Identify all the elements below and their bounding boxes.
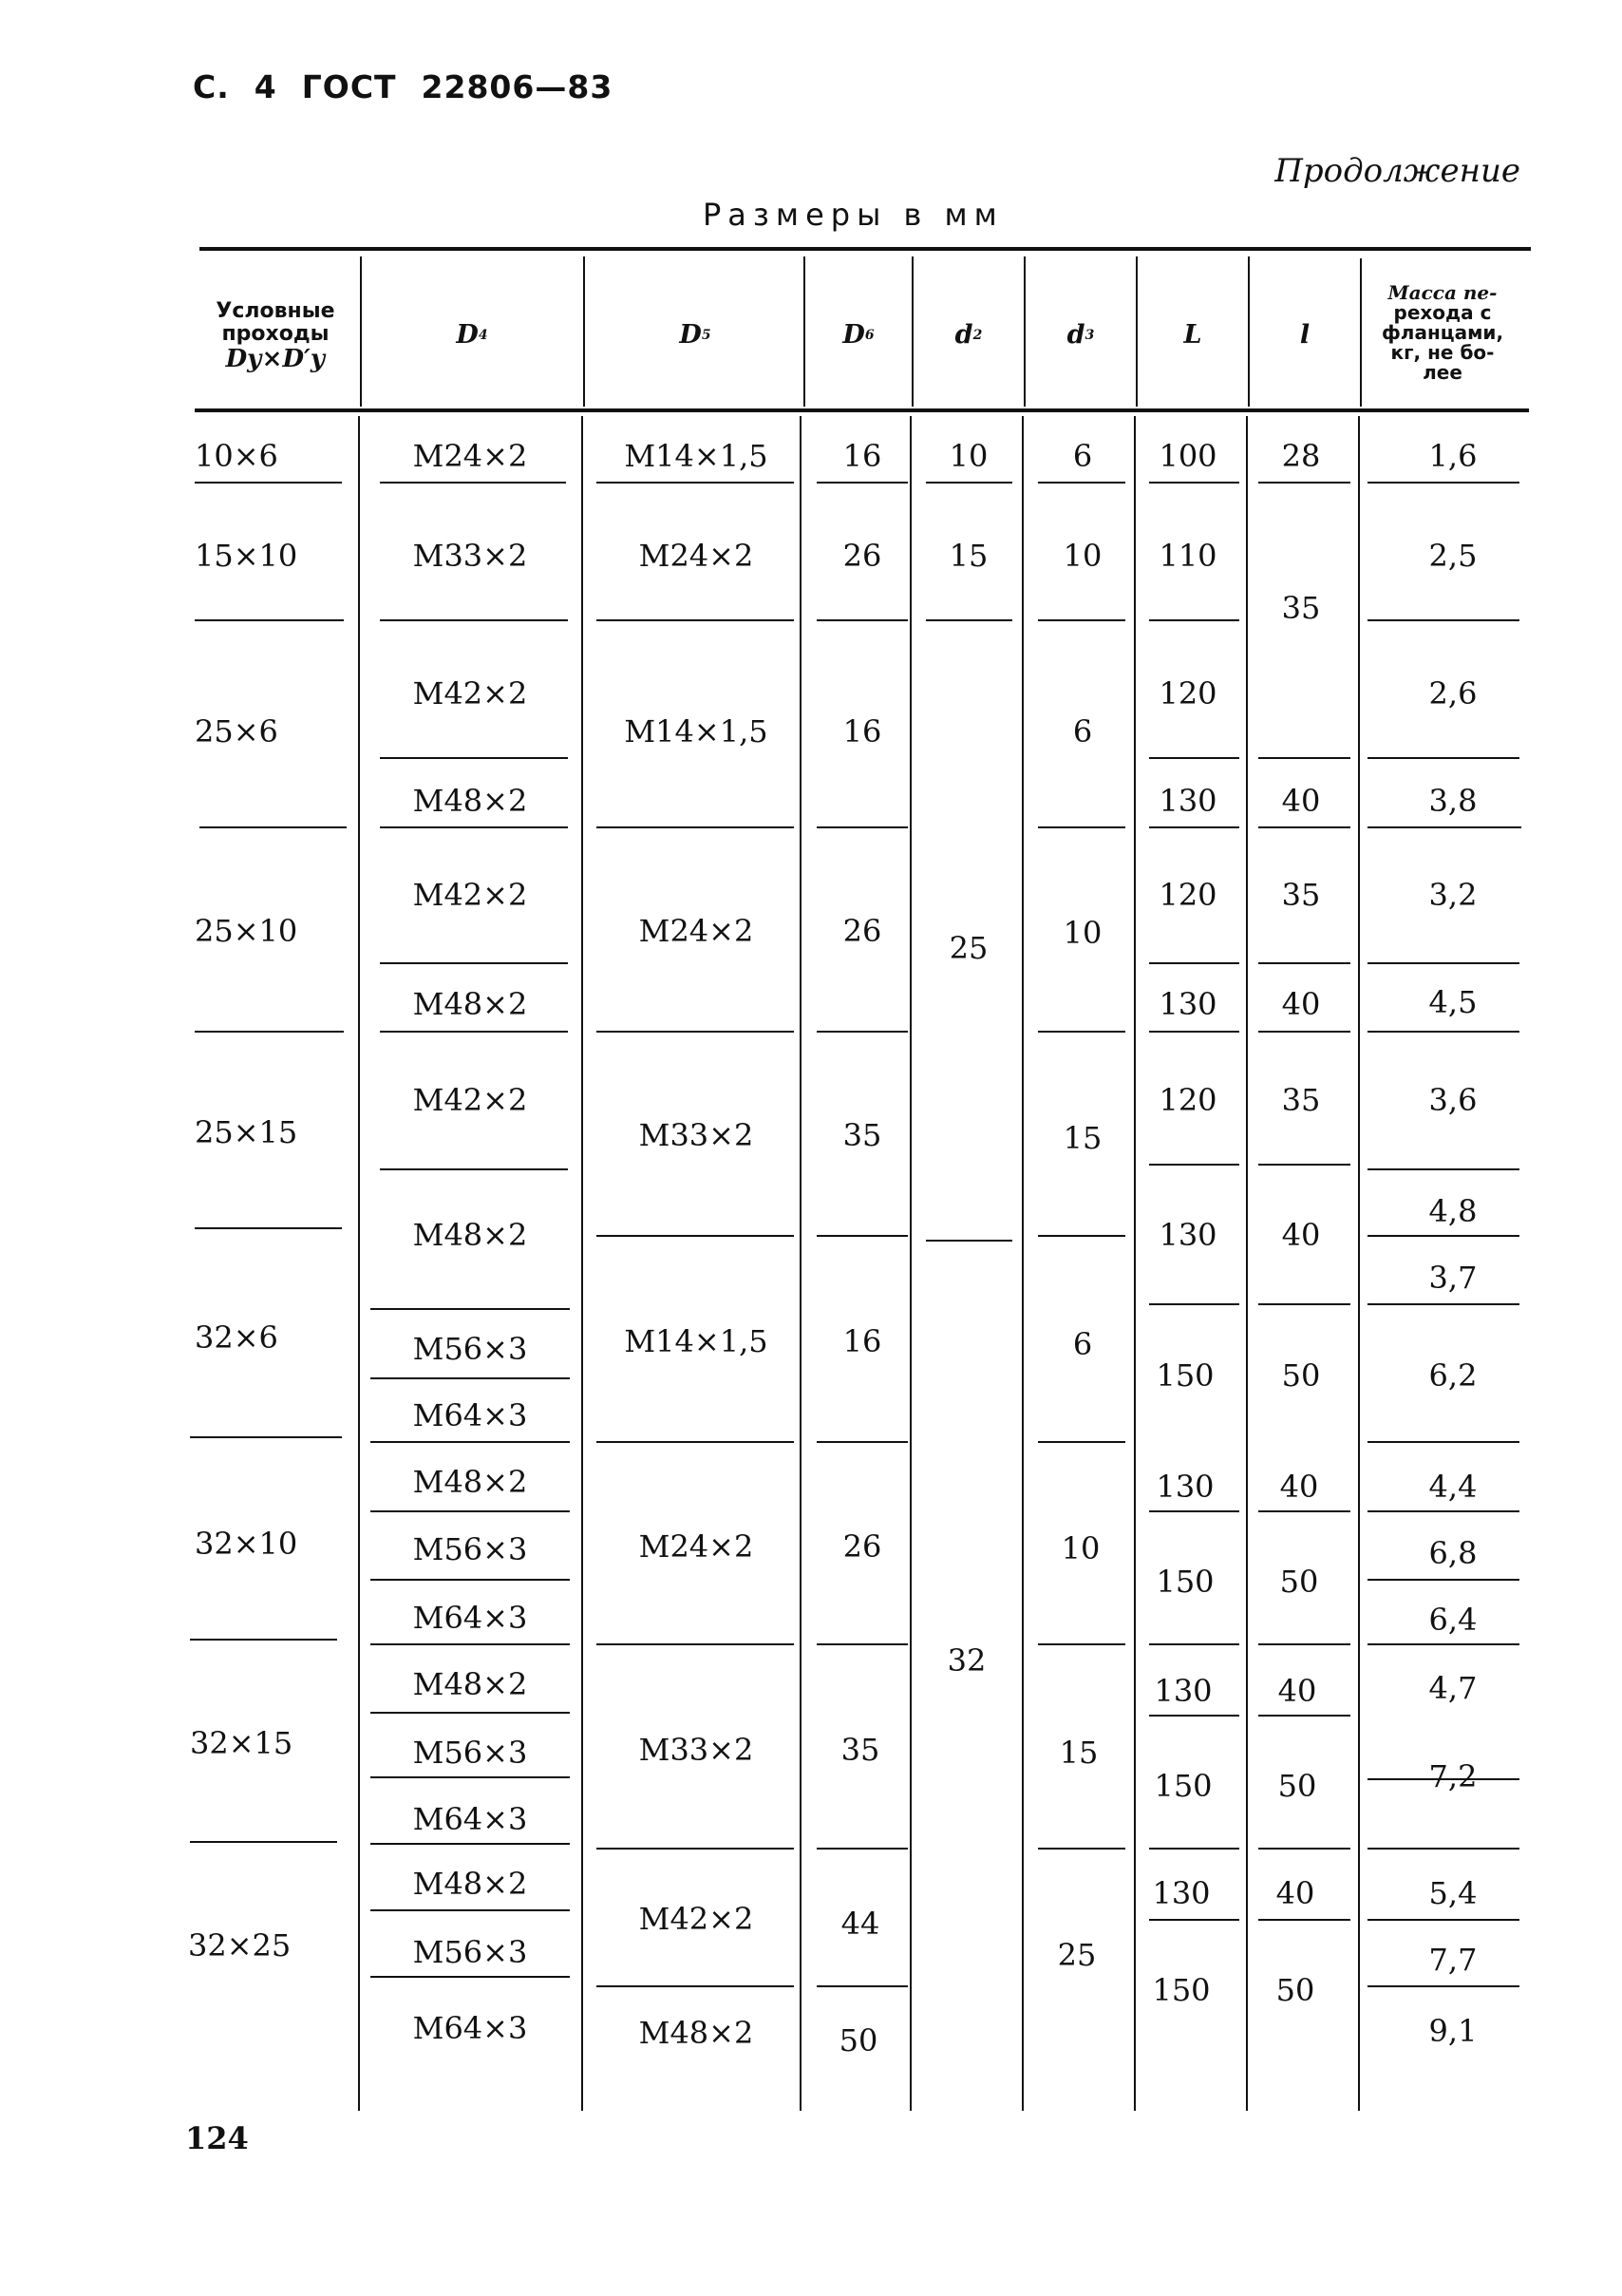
table-rule <box>1258 1164 1350 1166</box>
header-d3-sub: 3 <box>1084 327 1095 343</box>
table-cell-m-13: 4,7 <box>1428 1670 1478 1706</box>
table-rule <box>1149 482 1239 484</box>
table-rule <box>190 1436 342 1438</box>
table-cell-l-3: 35 <box>1281 877 1321 913</box>
table-cell-d4-12: M64×3 <box>412 1600 528 1636</box>
table-cell-c1-2: 25×6 <box>195 713 278 750</box>
table-rule <box>596 1441 794 1443</box>
table-rule <box>926 482 1012 484</box>
table-rule <box>817 826 908 828</box>
table-column-rule <box>1134 416 1136 2111</box>
header-d4-base: D <box>456 320 479 350</box>
table-rule <box>1149 757 1239 759</box>
table-rule <box>1367 619 1519 621</box>
table-rule <box>1038 619 1125 621</box>
standard-name: ГОСТ <box>301 68 397 105</box>
table-rule <box>926 619 1012 621</box>
table-column-rule <box>583 256 585 407</box>
table-rule <box>817 1235 908 1237</box>
table-rule <box>1258 826 1350 828</box>
table-cell-c1-0: 10×6 <box>195 438 278 474</box>
table-cell-d5-5: M14×1,5 <box>624 1323 768 1359</box>
page-no: 4 <box>254 68 277 105</box>
table-cell-d4-7: M48×2 <box>412 1217 528 1253</box>
table-cell-d5-6: M24×2 <box>638 1528 754 1565</box>
table-rule <box>1367 962 1519 964</box>
header-L <box>1138 271 1248 399</box>
table-column-rule <box>912 256 914 407</box>
table-rule <box>1367 1303 1519 1305</box>
header-line: проходы <box>221 321 330 346</box>
table-cell-d4-0: M24×2 <box>412 438 528 474</box>
table-cell-d3-0: 6 <box>1072 438 1093 474</box>
continuation-label: Продолжение <box>1274 152 1520 190</box>
table-cell-d5-2: M14×1,5 <box>624 713 768 750</box>
table-rule <box>195 408 1529 412</box>
table-cell-c1-3: 25×10 <box>195 913 298 949</box>
table-rule <box>1367 1441 1519 1443</box>
table-cell-d2-2: 25 <box>949 930 989 966</box>
table-rule <box>199 247 1531 251</box>
table-cell-d3-6: 10 <box>1061 1530 1101 1566</box>
table-rule <box>370 1643 570 1645</box>
header-d3-base: d <box>1066 320 1085 350</box>
table-cell-L-11: 130 <box>1154 1673 1213 1709</box>
table-cell-d4-8: M56×3 <box>412 1331 528 1367</box>
table-column-rule <box>1358 416 1360 2111</box>
header-L-text: L <box>1183 320 1202 350</box>
table-cell-d4-17: M56×3 <box>412 1934 528 1970</box>
table-rule <box>1149 826 1239 828</box>
table-rule <box>380 619 568 621</box>
table-column-rule <box>1360 258 1362 407</box>
header-d6-base: D <box>842 320 865 350</box>
table-cell-d6-5: 16 <box>842 1323 882 1359</box>
table-rule <box>1367 1985 1519 1987</box>
table-cell-d4-10: M48×2 <box>412 1464 528 1500</box>
table-rule <box>190 1841 337 1843</box>
header-d6-sub: 6 <box>864 327 875 343</box>
table-cell-L-5: 130 <box>1159 986 1217 1022</box>
header-line: кг, не бо- <box>1390 341 1495 364</box>
table-cell-m-6: 3,6 <box>1428 1082 1478 1118</box>
table-rule <box>596 482 794 484</box>
table-cell-L-1: 110 <box>1159 538 1217 574</box>
table-rule <box>1258 482 1350 484</box>
table-cell-l-11: 50 <box>1277 1768 1317 1804</box>
table-rule <box>1367 482 1519 484</box>
table-rule <box>195 1227 342 1229</box>
table-cell-m-14: 7,2 <box>1428 1758 1478 1794</box>
table-column-rule <box>581 416 583 2111</box>
table-rule <box>1258 1919 1350 1921</box>
table-cell-d6-7: 35 <box>840 1732 880 1768</box>
table-rule <box>1367 1579 1519 1581</box>
table-column-rule <box>910 416 912 2111</box>
table-cell-d6-0: 16 <box>842 438 882 474</box>
table-cell-m-2: 2,6 <box>1428 675 1478 712</box>
table-cell-d4-9: M64×3 <box>412 1397 528 1433</box>
table-rule <box>596 1235 794 1237</box>
table-rule <box>1149 1848 1239 1850</box>
table-cell-d4-11: M56×3 <box>412 1531 528 1567</box>
table-rule <box>195 619 344 621</box>
header-mass <box>1362 264 1523 402</box>
header-line: фланцами, <box>1381 321 1504 344</box>
table-rule <box>380 757 568 759</box>
table-cell-l-2: 40 <box>1281 783 1321 819</box>
table-cell-d4-2: M42×2 <box>412 675 528 712</box>
table-cell-c1-8: 32×25 <box>188 1927 292 1964</box>
header-l-text: l <box>1299 320 1311 350</box>
table-rule <box>370 1308 570 1310</box>
table-cell-l-0: 28 <box>1281 438 1321 474</box>
header-d3 <box>1026 271 1136 399</box>
header-d5 <box>587 271 803 399</box>
table-cell-d4-3: M48×2 <box>412 783 528 819</box>
table-rule <box>1258 1031 1350 1033</box>
table-cell-d6-8: 44 <box>840 1906 880 1942</box>
table-cell-d2-3: 32 <box>947 1642 987 1679</box>
table-cell-d6-3: 26 <box>842 913 882 949</box>
table-cell-c1-1: 15×10 <box>195 538 298 574</box>
table-cell-m-10: 4,4 <box>1428 1469 1478 1505</box>
table-rule <box>1038 1848 1125 1850</box>
table-cell-d6-1: 26 <box>842 538 882 574</box>
table-rule <box>1149 1164 1239 1166</box>
table-rule <box>1149 962 1239 964</box>
table-rule <box>1149 1715 1239 1717</box>
table-cell-L-14: 150 <box>1152 1972 1211 2008</box>
table-cell-l-7: 50 <box>1281 1357 1321 1394</box>
table-rule <box>195 1031 344 1033</box>
table-cell-l-10: 40 <box>1277 1673 1317 1709</box>
table-cell-d3-3: 10 <box>1063 915 1103 951</box>
table-rule <box>1258 1510 1350 1512</box>
table-cell-l-6: 40 <box>1281 1217 1321 1253</box>
table-rule <box>596 1031 794 1033</box>
table-rule <box>1149 1643 1239 1645</box>
table-cell-l-9: 50 <box>1279 1564 1319 1600</box>
table-column-rule <box>1024 256 1026 407</box>
table-rule <box>1367 1643 1519 1645</box>
table-rule <box>370 1377 570 1379</box>
table-rule <box>1258 1303 1350 1305</box>
table-rule <box>380 962 568 964</box>
header-l <box>1250 271 1360 399</box>
header-d4 <box>363 271 581 399</box>
table-column-rule <box>1022 416 1024 2111</box>
table-rule <box>1149 1510 1239 1512</box>
table-rule <box>1038 826 1125 828</box>
table-rule <box>370 1776 570 1778</box>
table-rule <box>1149 1303 1239 1305</box>
table-cell-l-8: 40 <box>1279 1469 1319 1505</box>
table-cell-m-3: 3,8 <box>1428 783 1478 819</box>
table-rule <box>1367 1168 1519 1170</box>
table-cell-d5-9: M48×2 <box>638 2015 754 2051</box>
header-line: лее <box>1423 361 1462 384</box>
table-rule <box>1258 1848 1350 1850</box>
table-cell-l-13: 50 <box>1275 1972 1315 2008</box>
table-cell-d3-4: 15 <box>1063 1120 1103 1156</box>
header-d2-sub: 2 <box>972 327 983 343</box>
table-cell-m-11: 6,8 <box>1428 1535 1478 1571</box>
table-cell-d6-2: 16 <box>842 713 882 750</box>
table-rule <box>370 1579 570 1581</box>
table-rule <box>1258 962 1350 964</box>
table-cell-d2-0: 10 <box>949 438 989 474</box>
table-cell-d3-7: 15 <box>1059 1735 1099 1771</box>
table-cell-m-0: 1,6 <box>1428 438 1478 474</box>
table-rule <box>817 482 908 484</box>
table-rule <box>1149 619 1239 621</box>
table-cell-d5-7: M33×2 <box>638 1732 754 1768</box>
table-rule <box>190 1639 337 1641</box>
table-cell-m-17: 9,1 <box>1428 2013 1478 2049</box>
page-number: 124 <box>185 2120 249 2156</box>
table-cell-d5-4: M33×2 <box>638 1117 754 1153</box>
units-caption: Размеры в мм <box>703 197 1004 233</box>
table-cell-L-8: 150 <box>1156 1357 1215 1394</box>
table-cell-d2-1: 15 <box>949 538 989 574</box>
table-rule <box>1149 1031 1239 1033</box>
table-cell-c1-4: 25×15 <box>195 1114 298 1150</box>
table-cell-L-3: 130 <box>1159 783 1217 819</box>
table-cell-L-4: 120 <box>1159 877 1217 913</box>
table-cell-l-12: 40 <box>1275 1875 1315 1911</box>
header-d6 <box>805 271 912 399</box>
table-rule <box>817 1441 908 1443</box>
table-column-rule <box>1248 256 1250 407</box>
table-rule <box>199 826 347 828</box>
header-line: рехода с <box>1393 301 1492 324</box>
table-cell-m-15: 5,4 <box>1428 1875 1478 1911</box>
table-cell-d3-2: 6 <box>1072 713 1093 750</box>
table-column-rule <box>358 416 360 2111</box>
table-rule <box>817 1643 908 1645</box>
table-column-rule <box>803 256 805 407</box>
table-rule <box>380 482 566 484</box>
table-cell-d6-4: 35 <box>842 1117 882 1153</box>
table-cell-d4-1: M33×2 <box>412 538 528 574</box>
table-column-rule <box>800 416 802 2111</box>
table-cell-c1-5: 32×6 <box>195 1319 278 1356</box>
table-rule <box>380 1031 568 1033</box>
table-rule <box>1149 1919 1239 1921</box>
table-rule <box>370 1712 570 1714</box>
table-rule <box>370 1909 570 1911</box>
table-cell-L-9: 130 <box>1156 1469 1215 1505</box>
table-cell-c1-7: 32×15 <box>190 1725 293 1761</box>
table-rule <box>1367 1919 1519 1921</box>
table-cell-L-13: 130 <box>1152 1875 1211 1911</box>
table-cell-m-7: 4,8 <box>1428 1193 1478 1229</box>
table-rule <box>380 1168 568 1170</box>
table-cell-d4-5: M48×2 <box>412 986 528 1022</box>
table-cell-m-16: 7,7 <box>1428 1942 1478 1978</box>
table-cell-d5-3: M24×2 <box>638 913 754 949</box>
table-cell-d4-16: M48×2 <box>412 1866 528 1902</box>
standard-number: 22806—83 <box>421 68 613 105</box>
table-cell-L-12: 150 <box>1154 1768 1213 1804</box>
table-rule <box>1367 826 1521 828</box>
table-cell-d4-4: M42×2 <box>412 877 528 913</box>
table-cell-L-2: 120 <box>1159 675 1217 712</box>
table-rule <box>1258 757 1350 759</box>
table-cell-d5-0: M14×1,5 <box>624 438 768 474</box>
table-rule <box>817 619 908 621</box>
table-rule <box>1038 1643 1125 1645</box>
table-cell-l-4: 40 <box>1281 986 1321 1022</box>
page-label: С. <box>193 68 230 105</box>
table-rule <box>370 1843 570 1845</box>
table-column-rule <box>360 256 362 407</box>
table-rule <box>596 619 794 621</box>
table-rule <box>370 1441 570 1443</box>
header-line: Условные <box>216 298 335 323</box>
header-d4-sub: 4 <box>478 327 488 343</box>
table-cell-m-12: 6,4 <box>1428 1602 1478 1638</box>
table-rule <box>1038 1441 1125 1443</box>
table-cell-m-1: 2,5 <box>1428 538 1478 574</box>
table-rule <box>817 1031 908 1033</box>
table-rule <box>1038 482 1125 484</box>
table-cell-d3-5: 6 <box>1072 1326 1093 1362</box>
table-rule <box>596 1643 794 1645</box>
table-rule <box>1367 1848 1519 1850</box>
header-d5-base: D <box>679 320 702 350</box>
table-cell-d4-15: M64×3 <box>412 1801 528 1837</box>
table-cell-m-5: 4,5 <box>1428 984 1478 1020</box>
table-rule <box>380 826 568 828</box>
table-rule <box>596 826 794 828</box>
table-cell-d3-8: 25 <box>1057 1937 1097 1973</box>
header-d2-base: d <box>954 320 973 350</box>
table-rule <box>926 1240 1012 1242</box>
table-rule <box>370 1976 570 1978</box>
table-cell-d5-1: M24×2 <box>638 538 754 574</box>
table-cell-d4-18: M64×3 <box>412 2010 528 2046</box>
table-rule <box>1367 1031 1519 1033</box>
table-rule <box>1038 1235 1125 1237</box>
header-conditional-passes <box>195 271 356 399</box>
table-rule <box>1367 1235 1519 1237</box>
table-rule <box>1038 1031 1125 1033</box>
table-cell-d3-1: 10 <box>1063 538 1103 574</box>
table-cell-d6-6: 26 <box>842 1528 882 1565</box>
table-cell-m-9: 6,2 <box>1428 1357 1478 1394</box>
table-cell-L-10: 150 <box>1156 1564 1215 1600</box>
table-cell-l-1: 35 <box>1281 590 1321 626</box>
header-line: Масса пе- <box>1387 281 1498 304</box>
table-column-rule <box>1136 256 1138 407</box>
table-cell-d5-8: M42×2 <box>638 1901 754 1937</box>
table-rule <box>596 1985 794 1987</box>
table-rule <box>370 1510 570 1512</box>
header-d5-sub: 5 <box>701 327 711 343</box>
table-column-rule <box>1246 416 1248 2111</box>
table-cell-c1-6: 32×10 <box>195 1526 298 1562</box>
table-cell-L-6: 120 <box>1159 1082 1217 1118</box>
table-rule <box>1367 757 1519 759</box>
table-cell-m-8: 3,7 <box>1428 1260 1478 1296</box>
table-rule <box>817 1985 908 1987</box>
table-cell-L-7: 130 <box>1159 1217 1217 1253</box>
table-rule <box>1258 1715 1350 1717</box>
header-line: Dу×D′у <box>225 344 326 373</box>
table-rule <box>1258 1643 1350 1645</box>
table-rule <box>596 1848 794 1850</box>
table-cell-d6-9: 50 <box>839 2022 878 2059</box>
table-rule <box>195 482 342 484</box>
table-rule <box>817 1848 908 1850</box>
table-cell-d4-13: M48×2 <box>412 1666 528 1702</box>
table-cell-m-4: 3,2 <box>1428 877 1478 913</box>
header-d2 <box>914 271 1024 399</box>
table-cell-d4-6: M42×2 <box>412 1082 528 1118</box>
table-rule <box>1367 1510 1519 1512</box>
table-cell-d4-14: M56×3 <box>412 1735 528 1771</box>
table-cell-l-5: 35 <box>1281 1082 1321 1118</box>
table-cell-L-0: 100 <box>1159 438 1217 474</box>
